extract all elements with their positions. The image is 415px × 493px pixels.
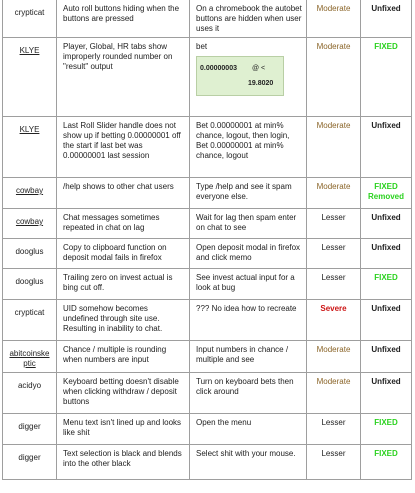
repro-text: Bet 0.00000001 at min% chance, logout, then login, Bet 0.00000001 at min% chance, logout (196, 121, 290, 160)
reporter-name[interactable]: KLYE (19, 125, 40, 134)
reporter-cell (3, 0, 57, 38)
reporter-cell (3, 178, 57, 209)
status-label: Unfixed (371, 243, 401, 252)
severity-cell (307, 38, 361, 117)
repro-cell (190, 209, 307, 239)
status-label: FIXED (374, 418, 398, 427)
bug-row (3, 414, 412, 445)
repro-text: bet (196, 42, 208, 51)
severity-cell (307, 117, 361, 178)
description-cell: Player, Global, HR tabs show improperly rounded number on "result" output (57, 38, 190, 117)
description-cell: Keyboard betting doesn't disable when clicking withdraw / deposit buttons (57, 373, 190, 414)
snippet-value: 19.8020 (248, 80, 274, 87)
reporter-name[interactable]: abitcoinske ptic (9, 349, 50, 368)
repro-text: Turn on keyboard bets then click around (196, 377, 294, 396)
severity-cell (307, 269, 361, 300)
reporter-cell (3, 38, 57, 117)
bug-row (3, 300, 412, 341)
reporter-cell (3, 300, 57, 341)
status-label: FIXED (374, 449, 398, 458)
bug-row (3, 373, 412, 414)
repro-cell (190, 269, 307, 300)
repro-cell (190, 117, 307, 178)
severity-cell (307, 373, 361, 414)
status-cell (361, 117, 412, 178)
status-cell (361, 38, 412, 117)
status-cell (361, 445, 412, 480)
severity-label: Lesser (321, 273, 346, 282)
reporter-name: acidyo (17, 381, 42, 390)
reporter-cell (3, 239, 57, 269)
reporter-cell (3, 269, 57, 300)
severity-label: Moderate (316, 4, 351, 13)
status-label: Unfixed (371, 345, 401, 354)
snippet-amount: 0.00000003 (200, 65, 237, 72)
snippet-at: @ < (252, 65, 266, 72)
status-cell (361, 341, 412, 373)
severity-label: Lesser (321, 449, 346, 458)
repro-text: Open deposit modal in firefox and click memo (196, 243, 301, 262)
description-cell: Last Roll Slider handle does not show up if betting 0.00000001 off the start if last bet was 0.00000001 last session (57, 117, 190, 178)
status-label: Unfixed (371, 121, 401, 130)
reporter-cell (3, 209, 57, 239)
status-cell (361, 209, 412, 239)
status-label: Unfixed (371, 4, 401, 13)
description-cell: Chance / multiple is rounding when numbers are input (57, 341, 190, 373)
severity-cell (307, 300, 361, 341)
repro-cell (190, 373, 307, 414)
repro-text: Input numbers in chance / multiple and see (196, 345, 289, 364)
repro-text: Select shit with your mouse. (196, 449, 296, 458)
reporter-cell (3, 117, 57, 178)
status-cell (361, 178, 412, 209)
status-cell (361, 373, 412, 414)
repro-text: Type /help and see it spam everyone else. (196, 182, 292, 201)
severity-label: Lesser (321, 213, 346, 222)
status-cell (361, 414, 412, 445)
repro-text: See invest actual input for a look at bug (196, 273, 295, 292)
severity-label: Moderate (316, 182, 351, 191)
description-cell: Menu text isn't lined up and looks like shit (57, 414, 190, 445)
severity-cell (307, 209, 361, 239)
status-label: FIXED Removed (367, 182, 404, 201)
reporter-name: crypticat (14, 8, 45, 17)
status-label: FIXED (374, 273, 398, 282)
severity-label: Severe (320, 304, 347, 313)
repro-text: Wait for lag then spam enter on chat to see (196, 213, 297, 232)
reporter-cell (3, 341, 57, 373)
reporter-cell (3, 414, 57, 445)
status-cell (361, 0, 412, 38)
severity-label: Moderate (316, 377, 351, 386)
description-cell: Copy to clipboard function on deposit modal fails in firefox (57, 239, 190, 269)
severity-label: Moderate (316, 345, 351, 354)
reporter-name: dooglus (15, 277, 44, 286)
severity-label: Lesser (321, 243, 346, 252)
reporter-name[interactable]: cowbay (15, 217, 44, 226)
reporter-cell (3, 373, 57, 414)
repro-cell (190, 341, 307, 373)
description-cell: UID somehow becomes undefined through site use. Resulting in inability to chat. (57, 300, 190, 341)
description-cell: /help shows to other chat users (57, 178, 190, 209)
severity-label: Lesser (321, 418, 346, 427)
description-cell: Chat messages sometimes repeated in chat on lag (57, 209, 190, 239)
repro-cell (190, 38, 307, 117)
repro-cell (190, 178, 307, 209)
reporter-cell (3, 445, 57, 480)
bug-tracker-table (2, 0, 412, 480)
repro-cell (190, 445, 307, 480)
severity-cell (307, 239, 361, 269)
repro-text: On a chromebook the autobet buttons are hidden when user uses it (196, 4, 302, 33)
description-cell: Auto roll buttons hiding when the buttons are pressed (57, 0, 190, 38)
status-label: Unfixed (371, 304, 401, 313)
severity-cell (307, 178, 361, 209)
reporter-name[interactable]: cowbay (15, 186, 44, 195)
bug-row (3, 0, 412, 38)
repro-cell (190, 300, 307, 341)
severity-cell (307, 341, 361, 373)
severity-cell (307, 0, 361, 38)
severity-cell (307, 414, 361, 445)
description-cell: Text selection is black and blends into the other black (57, 445, 190, 480)
repro-text: ??? No idea how to recreate (196, 304, 297, 313)
severity-label: Moderate (316, 121, 351, 130)
bug-row (3, 209, 412, 239)
repro-cell (190, 414, 307, 445)
status-label: Unfixed (371, 377, 401, 386)
reporter-name: crypticat (14, 308, 45, 317)
status-cell (361, 300, 412, 341)
bug-row (3, 445, 412, 480)
bug-row (3, 117, 412, 178)
bug-row (3, 341, 412, 373)
repro-cell (190, 0, 307, 38)
reporter-name: digger (18, 453, 41, 462)
description-cell: Trailing zero on invest actual is bing cut off. (57, 269, 190, 300)
status-cell (361, 239, 412, 269)
repro-text: Open the menu (196, 418, 252, 427)
bug-row (3, 239, 412, 269)
severity-cell (307, 445, 361, 480)
status-label: FIXED (374, 42, 398, 51)
severity-label: Moderate (316, 42, 351, 51)
reporter-name: dooglus (15, 247, 44, 256)
status-cell (361, 269, 412, 300)
repro-cell (190, 239, 307, 269)
bug-row (3, 38, 412, 117)
reporter-name[interactable]: KLYE (19, 46, 40, 55)
bug-row (3, 178, 412, 209)
bug-row (3, 269, 412, 300)
result-output-snippet (196, 56, 284, 96)
reporter-name: digger (18, 422, 41, 431)
status-label: Unfixed (371, 213, 401, 222)
